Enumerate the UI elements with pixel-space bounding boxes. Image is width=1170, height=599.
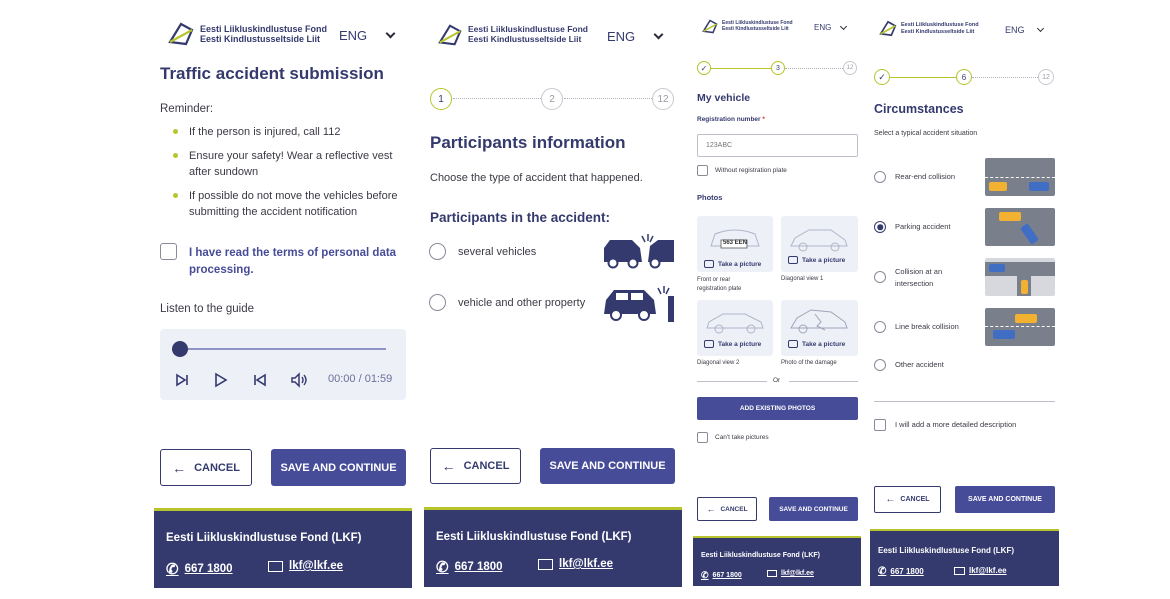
mail-icon [767, 570, 777, 577]
footer-phone-link[interactable] [436, 558, 503, 576]
photo-caption: Diagonal view 1 [781, 276, 824, 282]
phone-icon: ✆ [436, 559, 449, 576]
cancel-label: CANCEL [463, 460, 510, 472]
screen-circumstances [870, 0, 1062, 599]
phone-icon: ✆ [878, 566, 887, 577]
terms-checkbox[interactable] [160, 243, 177, 260]
reg-number-input[interactable] [697, 134, 858, 157]
save-continue-button[interactable]: SAVE AND CONTINUE [769, 497, 858, 521]
cancel-label: CANCEL [900, 496, 930, 503]
option-label: vehicle and other property [458, 297, 586, 309]
option-label-line: intersection [895, 279, 934, 288]
save-continue-button[interactable]: SAVE AND CONTINUE [955, 486, 1055, 513]
no-plate-checkbox[interactable] [697, 165, 708, 176]
phone-icon: ✆ [166, 561, 179, 578]
brand-line2: Eesti Kindlustusseltside Liit [200, 34, 321, 44]
terms-label-line: processing. [189, 264, 254, 276]
skip-back-icon[interactable] [253, 373, 267, 387]
lane-line [985, 326, 1055, 327]
terms-label [189, 245, 396, 279]
intersection-illustration [985, 258, 1055, 296]
two-cars-collision-icon [602, 234, 676, 270]
cancel-label: CANCEL [194, 461, 240, 474]
page-title: Participants information [430, 133, 626, 152]
step-connector [711, 68, 771, 69]
radio-other[interactable] [874, 359, 886, 371]
footer-title: Eesti Liikluskindlustuse Fond (LKF) [166, 532, 362, 544]
phone-text: 667 1800 [712, 572, 742, 579]
camera-icon [788, 256, 798, 264]
audio-progress-handle[interactable] [172, 341, 188, 357]
step-current: 1 [430, 88, 452, 110]
screen-participants [424, 0, 682, 599]
camera-icon [788, 340, 798, 348]
lane-line [985, 177, 1055, 178]
play-icon[interactable] [214, 372, 228, 388]
car-diagonal-illustration [787, 222, 851, 254]
chevron-down-icon [840, 22, 847, 29]
page-title: Circumstances [874, 102, 964, 116]
page-description: Select a typical accident situation [874, 130, 978, 137]
step-connector [564, 98, 652, 99]
footer-title: Eesti Liikluskindlustuse Fond (LKF) [436, 531, 632, 543]
step-connector [453, 98, 541, 99]
option-label: several vehicles [458, 246, 537, 258]
footer [693, 536, 861, 586]
section-title: Participants in the accident: [430, 210, 611, 225]
mail-icon [954, 567, 965, 575]
option-label: Other accident [895, 360, 944, 369]
lkf-logo-icon [878, 19, 898, 38]
audio-player [160, 329, 406, 400]
take-picture-button[interactable] [704, 340, 761, 348]
photo-caption: Photo of the damage [781, 360, 837, 366]
no-plate-label: Without registration plate [715, 167, 787, 174]
email-text: lkf@lkf.ee [969, 566, 1007, 575]
screen-my-vehicle [693, 0, 863, 599]
step-last: 12 [1038, 69, 1054, 85]
footer-title: Eesti Liikluskindlustuse Fond (LKF) [701, 552, 821, 559]
cancel-button[interactable] [697, 497, 757, 521]
step-next: 2 [541, 88, 563, 110]
language-select[interactable] [339, 28, 394, 43]
lkf-logo-icon [701, 18, 719, 35]
reg-number-label [697, 116, 765, 123]
detailed-description-label: I will add a more detailed description [895, 420, 1017, 429]
bullet-text: submitting the accident notification [189, 206, 358, 218]
or-divider-line [697, 381, 767, 382]
volume-icon[interactable] [290, 372, 308, 388]
footer-email-link[interactable] [954, 566, 1007, 575]
email-text: lkf@lkf.ee [781, 570, 814, 577]
photos-label: Photos [697, 193, 723, 202]
page-description: Choose the type of accident that happened. [430, 172, 643, 184]
radio-vehicle-property[interactable] [429, 294, 446, 311]
cancel-button[interactable] [160, 449, 252, 486]
chevron-down-icon [1036, 25, 1043, 32]
footer [154, 508, 412, 588]
guide-label: Listen to the guide [160, 303, 254, 315]
brand-line1: Eesti Liikluskindlustuse Fond [901, 22, 979, 29]
step-current: 3 [771, 61, 785, 75]
brand-header [436, 22, 588, 48]
car-yellow [999, 212, 1021, 221]
car-diagonal-illustration [703, 306, 767, 336]
brand-line2: Eesti Kindlustusseltside Liit [468, 34, 582, 44]
car-blue [1020, 223, 1039, 245]
reg-label-text: Registration number [697, 116, 761, 123]
bullet-dot [173, 153, 178, 158]
arrow-left-icon: ← [885, 494, 896, 505]
photo-slot-diagonal-1[interactable] [781, 216, 858, 272]
required-marker: * [762, 116, 765, 123]
brand-line2: Eesti Kindlustusseltside Liit [901, 28, 975, 35]
car-blue [989, 264, 1005, 272]
option-label: Rear-end collision [895, 172, 956, 181]
save-continue-button[interactable]: SAVE AND CONTINUE [271, 449, 406, 486]
photo-slot-damage[interactable] [781, 300, 858, 356]
car-yellow [989, 182, 1007, 191]
screen-accident-submission [154, 0, 412, 599]
photo-slot-diagonal-2[interactable] [697, 300, 773, 356]
take-picture-button[interactable] [704, 260, 761, 268]
cant-take-label: Can't take pictures [715, 434, 769, 441]
lkf-logo-icon [166, 20, 196, 48]
arrow-left-icon: ← [441, 458, 456, 474]
arrow-left-icon: ← [172, 459, 187, 476]
brand-line1: Eesti Liikluskindlustuse Fond [722, 19, 793, 26]
reminder-label: Reminder: [160, 103, 214, 115]
step-current: 6 [956, 69, 972, 85]
bullet-text: If the person is injured, call 112 [189, 126, 341, 138]
email-text: lkf@lkf.ee [289, 560, 344, 572]
take-picture-button[interactable] [788, 340, 845, 348]
audio-time: 00:00 / 01:59 [328, 373, 393, 385]
bullet-text: Ensure your safety! Wear a reflective vest [189, 150, 393, 162]
lkf-logo-icon [436, 22, 464, 48]
footer-email-link[interactable] [767, 570, 814, 577]
footer-email-link[interactable] [268, 560, 343, 572]
page-title: My vehicle [697, 92, 751, 104]
phone-text: 667 1800 [184, 563, 233, 575]
add-existing-photos-button[interactable]: ADD EXISTING PHOTOS [697, 397, 858, 420]
step-last: 12 [652, 88, 674, 110]
detailed-description-checkbox[interactable] [874, 419, 886, 431]
save-continue-button[interactable]: SAVE AND CONTINUE [540, 448, 675, 484]
footer-phone-link[interactable] [701, 570, 742, 581]
take-picture-label: Take a picture [718, 340, 762, 348]
step-connector [785, 68, 843, 69]
step-connector [890, 77, 956, 78]
step-done: ✓ [697, 61, 711, 75]
bullet-text: If possible do not move the vehicles before [189, 190, 398, 202]
car-blue [1029, 182, 1049, 191]
car-yellow [1015, 314, 1037, 323]
damaged-car-illustration [787, 304, 851, 336]
brand-header [166, 20, 327, 48]
bullet-dot [173, 129, 178, 134]
car-blue [993, 330, 1015, 339]
email-text: lkf@lkf.ee [559, 558, 614, 570]
mail-icon [268, 561, 283, 572]
car-front-illustration [705, 222, 765, 254]
option-label-line: Collision at an [895, 267, 943, 276]
caption-line: Front or rear [697, 277, 731, 283]
language-label: ENG [607, 29, 636, 44]
language-label: ENG [1005, 25, 1025, 35]
phone-text: 667 1800 [454, 561, 503, 573]
step-connector [972, 77, 1038, 78]
option-label [895, 266, 942, 290]
brand-header [878, 19, 979, 38]
language-select[interactable] [607, 29, 662, 44]
language-label: ENG [814, 23, 832, 32]
plate-text: 563 EEN [723, 240, 748, 246]
phone-icon: ✆ [701, 570, 709, 580]
brand-header [701, 18, 793, 35]
language-select[interactable] [1005, 25, 1043, 35]
step-last: 12 [843, 61, 857, 75]
chevron-down-icon [386, 29, 396, 39]
photo-caption: Diagonal view 2 [697, 360, 740, 366]
take-picture-button[interactable] [788, 256, 845, 264]
divider [874, 401, 1055, 402]
mail-icon [538, 559, 553, 570]
or-divider-line [789, 381, 858, 382]
footer [424, 507, 682, 587]
language-label: ENG [339, 28, 368, 43]
rear-end-illustration [985, 158, 1055, 196]
bullet-dot [173, 193, 178, 198]
line-break-illustration [985, 308, 1055, 346]
cant-take-pictures-checkbox[interactable] [697, 432, 708, 443]
radio-rear-end[interactable] [874, 171, 886, 183]
footer-email-link[interactable] [538, 558, 613, 570]
car-property-collision-icon [602, 284, 676, 322]
caption-line: registration plate [697, 286, 742, 292]
footer [870, 529, 1059, 586]
camera-icon [704, 340, 714, 348]
audio-progress-track[interactable] [180, 348, 386, 350]
brand-line1: Eesti Liikluskindlustuse Fond [200, 23, 328, 34]
take-picture-label: Take a picture [718, 260, 762, 268]
car-yellow [1021, 280, 1028, 294]
brand-line2: Eesti Kindlustusseltside Liit [722, 25, 789, 32]
phone-text: 667 1800 [890, 567, 924, 576]
page-title: Traffic accident submission [160, 64, 384, 83]
skip-forward-icon[interactable] [175, 373, 189, 387]
radio-intersection[interactable] [874, 271, 886, 283]
step-done: ✓ [874, 69, 890, 85]
footer-title: Eesti Liikluskindlustuse Fond (LKF) [878, 546, 1015, 555]
terms-label-line: I have read the terms of personal data [189, 247, 397, 259]
camera-icon [704, 260, 714, 268]
option-label: Line break collision [895, 322, 959, 331]
or-label: Or [773, 377, 781, 384]
footer-phone-link[interactable] [878, 566, 924, 577]
arrow-left-icon: ← [706, 504, 716, 514]
chevron-down-icon [654, 30, 664, 40]
bullet-text: after sundown [189, 166, 259, 178]
take-picture-label: Take a picture [802, 256, 846, 264]
take-picture-label: Take a picture [802, 340, 846, 348]
photo-slot-front[interactable] [697, 216, 773, 272]
language-select[interactable] [814, 23, 846, 32]
parking-illustration [985, 208, 1055, 246]
photo-caption [697, 276, 741, 294]
radio-line-break[interactable] [874, 321, 886, 333]
option-label: Parking accident [895, 222, 951, 231]
radio-several-vehicles[interactable] [429, 243, 446, 260]
footer-phone-link[interactable] [166, 560, 233, 578]
cancel-button[interactable] [430, 448, 521, 484]
cancel-label: CANCEL [720, 505, 748, 513]
radio-parking[interactable] [874, 221, 886, 233]
cancel-button[interactable] [874, 486, 941, 513]
brand-line1: Eesti Liikluskindlustuse Fond [468, 24, 588, 35]
